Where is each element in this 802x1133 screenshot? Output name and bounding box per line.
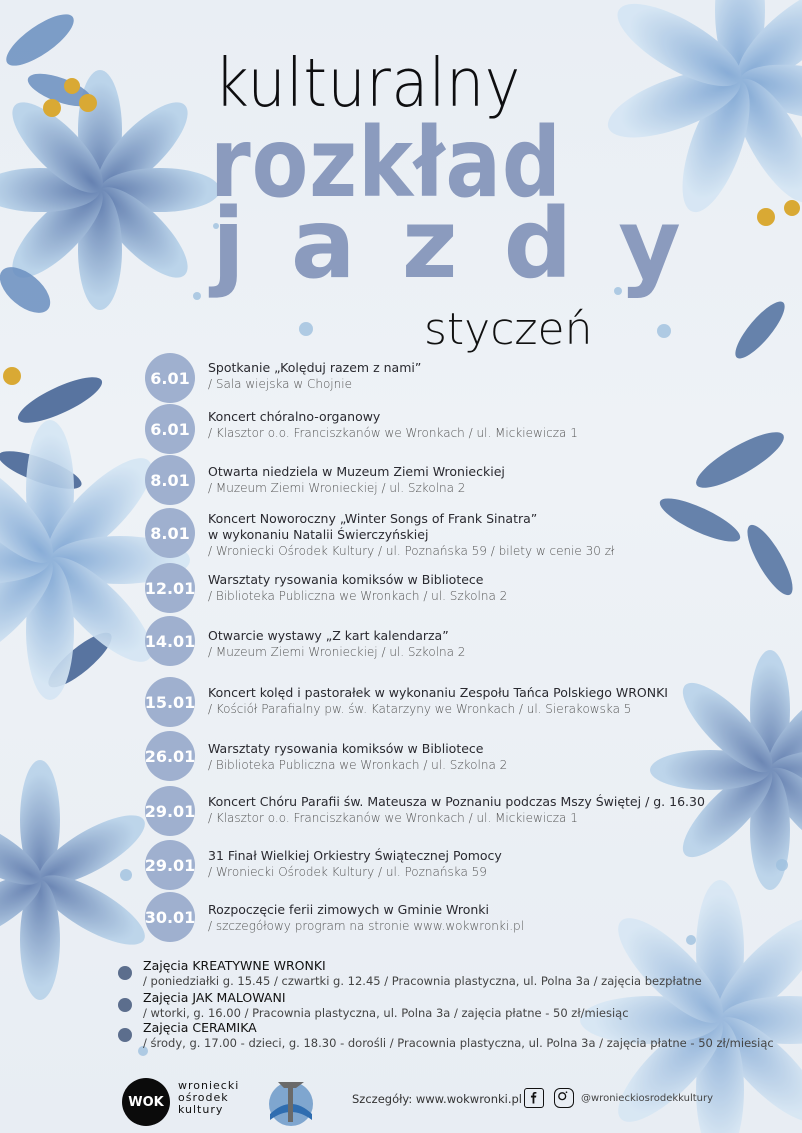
parish-logo: [262, 1074, 320, 1128]
event-title: Koncert chóralno-organowy: [208, 409, 381, 424]
event-detail: / Kościół Parafialny pw. św. Katarzyny we Wronkach / ul. Sierakowska 5: [208, 702, 632, 716]
event-date-badge: 15.01: [145, 677, 195, 727]
event-title-line2: w wykonaniu Natalii Świerczyńskiej: [208, 527, 429, 542]
event-item: [145, 786, 745, 836]
bullet-icon: [118, 966, 132, 980]
organization-name-line1: wroniecki: [178, 1079, 240, 1092]
event-title: Koncert Noworoczny „Winter Songs of Frank Sinatra”: [208, 511, 538, 526]
event-date-badge: 30.01: [145, 892, 195, 942]
event-date-badge: 8.01: [145, 455, 195, 505]
class-detail: / wtorki, g. 16.00 / Pracownia plastyczna, ul. Polna 3a / zajęcia płatne - 50 zł/miesiąc: [143, 1006, 629, 1020]
event-item: [145, 677, 745, 727]
event-date-badge: 29.01: [145, 840, 195, 890]
event-title: Warsztaty rysowania komiksów w Bibliotece: [208, 741, 484, 756]
title-jazdy: jazdy: [212, 188, 727, 300]
class-title: Zajęcia CERAMIKA: [143, 1020, 257, 1035]
bullet-icon: [118, 1028, 132, 1042]
class-title: Zajęcia KREATYWNE WRONKI: [143, 958, 326, 973]
event-item: [145, 563, 745, 613]
event-item: [145, 455, 745, 505]
event-detail: / Sala wiejska w Chojnie: [208, 377, 352, 391]
class-detail: / poniedziałki g. 15.45 / czwartki g. 12.45 / Pracownia plastyczna, ul. Polna 3a / zajęcia bezpłatne: [143, 974, 702, 988]
event-detail: / szczegółowy program na stronie www.wokwronki.pl: [208, 919, 524, 933]
instagram-icon[interactable]: [554, 1088, 574, 1108]
event-item: [145, 616, 745, 666]
event-detail: / Klasztor o.o. Franciszkanów we Wronkach / ul. Mickiewicza 1: [208, 426, 578, 440]
bullet-icon: [118, 998, 132, 1012]
event-title: Warsztaty rysowania komiksów w Bibliotece: [208, 572, 484, 587]
details-link[interactable]: Szczegóły: www.wokwronki.pl: [352, 1092, 523, 1106]
event-title: Otwarcie wystawy „Z kart kalendarza”: [208, 628, 449, 643]
event-detail: / Klasztor o.o. Franciszkanów we Wronkach / ul. Mickiewicza 1: [208, 811, 578, 825]
class-detail: / środy, g. 17.00 - dzieci, g. 18.30 - dorośli / Pracownia plastyczna, ul. Polna 3a / zajęcia płatne - 50 zł/miesiąc: [143, 1036, 774, 1050]
social-handle[interactable]: @wronieckiosrodekkultury: [581, 1093, 714, 1104]
event-date-badge: 26.01: [145, 731, 195, 781]
organization-name-line2: ośrodek: [178, 1091, 229, 1104]
event-date-badge: 6.01: [145, 353, 195, 403]
event-item: [145, 731, 745, 781]
event-detail: / Biblioteka Publiczna we Wronkach / ul. Szkolna 2: [208, 758, 508, 772]
event-detail: / Wroniecki Ośrodek Kultury / ul. Poznańska 59: [208, 865, 487, 879]
title-month: styczeń: [424, 304, 593, 355]
event-title: Rozpoczęcie ferii zimowych w Gminie Wronki: [208, 902, 489, 917]
event-item: [145, 892, 745, 942]
event-title: Koncert kolęd i pastorałek w wykonaniu Zespołu Tańca Polskiego WRONKI: [208, 685, 668, 700]
event-date-badge: 29.01: [145, 786, 195, 836]
event-title: 31 Finał Wielkiej Orkiestry Świątecznej Pomocy: [208, 848, 502, 863]
class-title: Zajęcia JAK MALOWANI: [143, 990, 286, 1005]
event-title: Spotkanie „Kolęduj razem z nami”: [208, 360, 422, 375]
organization-name: [178, 1080, 239, 1116]
title-kulturalny: kulturalny: [214, 44, 521, 122]
title-rozklad: rozkład: [210, 107, 562, 219]
facebook-icon[interactable]: [524, 1088, 544, 1108]
event-detail: / Muzeum Ziemi Wronieckiej / ul. Szkolna 2: [208, 481, 466, 495]
event-item: [145, 508, 745, 558]
event-date-badge: 8.01: [145, 508, 195, 558]
event-detail: / Biblioteka Publiczna we Wronkach / ul. Szkolna 2: [208, 589, 508, 603]
event-title: Koncert Chóru Parafii św. Mateusza w Poznaniu podczas Mszy Świętej / g. 16.30: [208, 794, 705, 809]
event-date-badge: 12.01: [145, 563, 195, 613]
footer: [0, 1068, 802, 1128]
event-item: [145, 840, 745, 890]
event-date-badge: 14.01: [145, 616, 195, 666]
event-detail: / Wroniecki Ośrodek Kultury / ul. Poznańska 59 / bilety w cenie 30 zł: [208, 544, 615, 558]
event-date-badge: 6.01: [145, 404, 195, 454]
event-detail: / Muzeum Ziemi Wronieckiej / ul. Szkolna 2: [208, 645, 466, 659]
event-title: Otwarta niedziela w Muzeum Ziemi Wronieckiej: [208, 464, 505, 479]
event-item: [145, 404, 745, 454]
organization-name-line3: kultury: [178, 1103, 224, 1116]
event-item: [145, 353, 745, 403]
wok-logo: WOK: [122, 1078, 170, 1126]
